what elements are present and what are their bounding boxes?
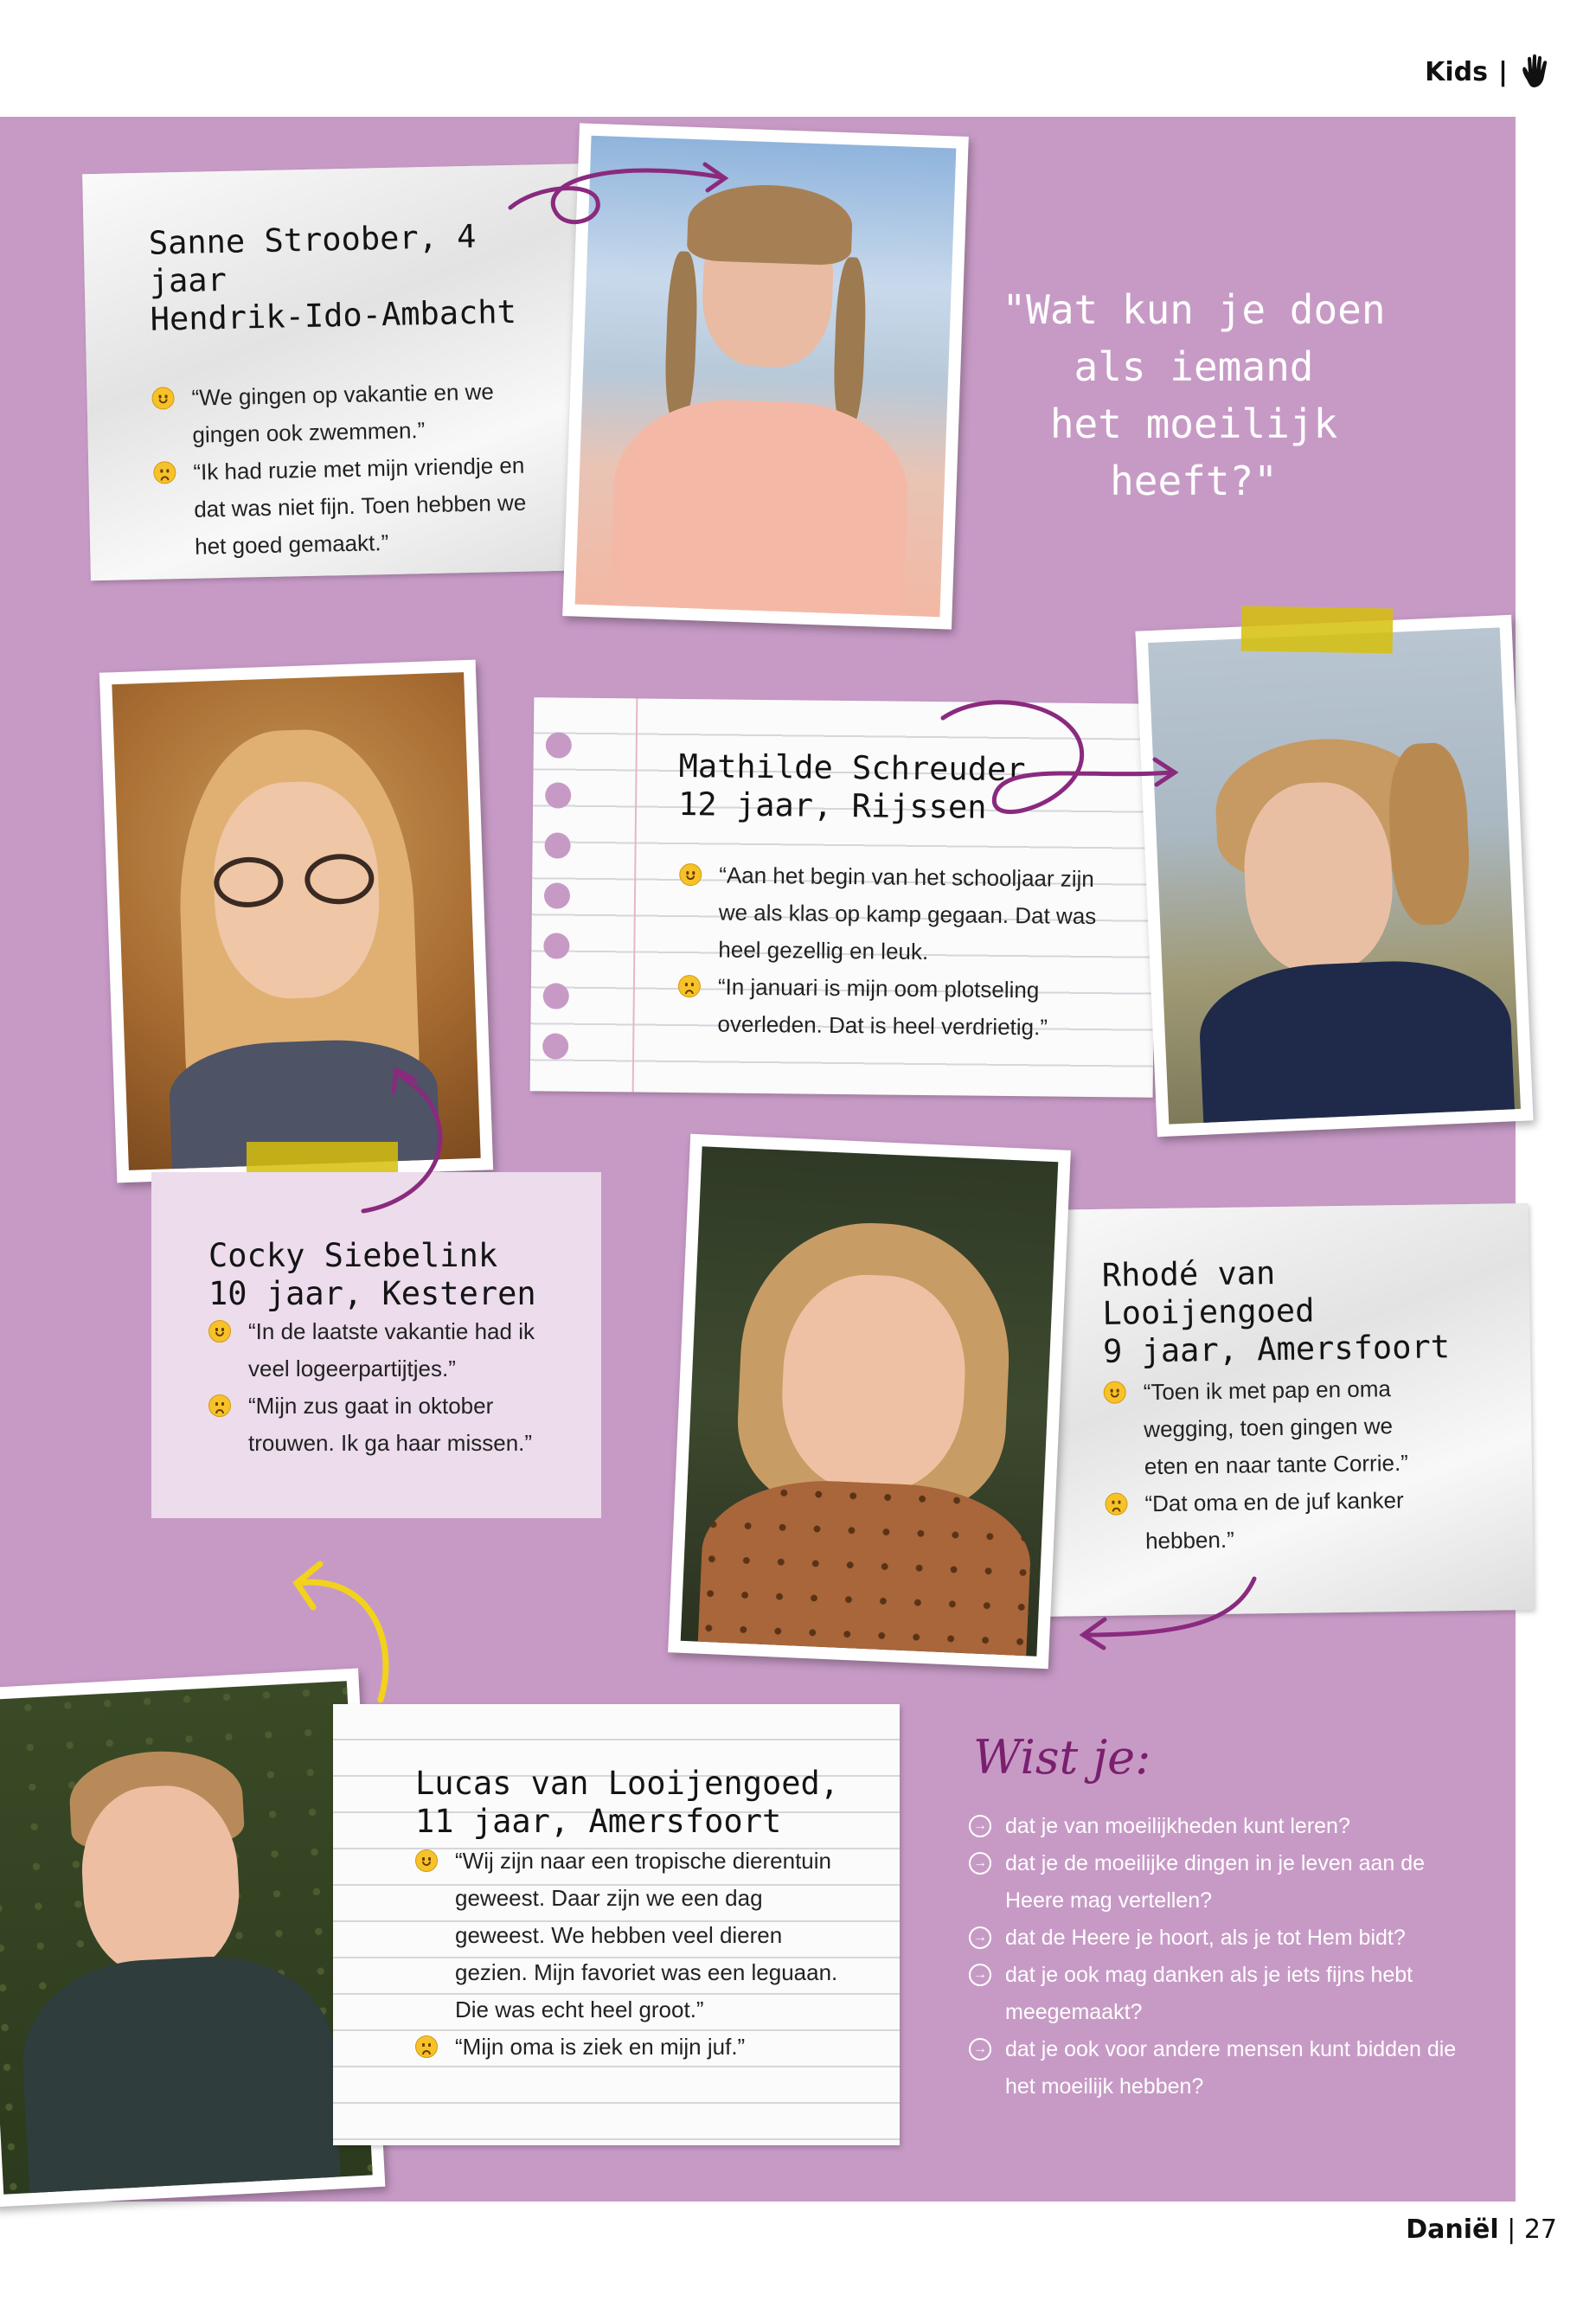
- quote-sad: [415, 2029, 874, 2066]
- fact-item: → dat je ook voor andere mensen kunt bidden die het moeilijk hebben?: [969, 2031, 1488, 2106]
- quote-text: “Dat oma en de juf kanker hebben.”: [1144, 1487, 1404, 1554]
- wist-je-title: Wist je:: [973, 1730, 1151, 1785]
- wist-je-list: [969, 1808, 1488, 2106]
- arrow-circle-icon: →: [969, 1852, 991, 1875]
- kid-card-mathilde: [530, 697, 1157, 1098]
- kid-card-lucas: [333, 1704, 900, 2145]
- quote-happy: [151, 372, 573, 455]
- quote-happy: [415, 1843, 874, 2029]
- quote-text: “Mijn oma is ziek en mijn juf.”: [455, 2034, 746, 2060]
- sad-face-icon: [153, 461, 176, 484]
- footer-separator: |: [1507, 2214, 1516, 2245]
- arrow-circle-icon: →: [969, 2038, 991, 2061]
- page-header: [1425, 54, 1553, 90]
- quote-sad: [208, 1388, 575, 1462]
- kid-name: Sanne Stroober, 4 jaar Hendrik-Ido-Ambacht: [148, 217, 517, 338]
- quote-happy: [678, 856, 1120, 972]
- tape-strip: [1241, 606, 1394, 653]
- section-label: Kids: [1425, 56, 1489, 87]
- happy-face-icon: [151, 387, 175, 410]
- fact-item: → dat de Heere je hoort, als je tot Hem bidt?: [969, 1920, 1488, 1957]
- quote-sad: [1105, 1480, 1507, 1560]
- fact-item: → dat je van moeilijkheden kunt leren?: [969, 1808, 1488, 1845]
- happy-face-icon: [1104, 1381, 1126, 1403]
- fact-item: → dat je de moeilijke dingen in je leven aan de Heere mag vertellen?: [969, 1845, 1488, 1920]
- quote-text: “Aan het begin van het schooljaar zijn we als klas op kamp gegaan. Dat was heel gezellig en leuk.: [718, 862, 1097, 965]
- kid-card-rhode: [1027, 1203, 1535, 1617]
- magazine-name: Daniël: [1406, 2214, 1499, 2245]
- photo-sanne: [562, 123, 969, 629]
- sad-face-icon: [678, 975, 701, 997]
- kid-name: Cocky Siebelink 10 jaar, Kesteren: [208, 1237, 536, 1312]
- quote-happy: [208, 1313, 575, 1388]
- happy-face-icon: [415, 1849, 438, 1872]
- quote-sad: [677, 968, 1119, 1047]
- arrow-circle-icon: →: [969, 1815, 991, 1837]
- sad-face-icon: [1105, 1492, 1127, 1515]
- sad-face-icon: [415, 2035, 438, 2058]
- quote-text: “Ik had ruzie met mijn vriendje en dat was niet fijn. Toen hebben we het goed gemaakt.”: [193, 452, 527, 560]
- photo-cocky: [99, 660, 493, 1183]
- quote-sad: [153, 446, 575, 567]
- hand-icon: [1518, 54, 1553, 90]
- happy-face-icon: [208, 1320, 231, 1343]
- quote-happy: [1103, 1368, 1506, 1485]
- quote-text: “Wij zijn naar een tropische dierentuin geweest. Daar zijn we een dag geweest. We hebben veel dieren gezien. Mijn favoriet was een leguaan. Die was echt heel groot.”: [455, 1848, 838, 2022]
- page-number: 27: [1523, 2214, 1557, 2245]
- arrow-circle-icon: →: [969, 1926, 991, 1949]
- quote-text: “Toen ik met pap en oma wegging, toen gingen we eten en naar tante Corrie.”: [1143, 1375, 1409, 1480]
- photo-lucas: [0, 1669, 385, 2208]
- page-footer: [1406, 2214, 1557, 2245]
- arrow-circle-icon: →: [969, 1964, 991, 1986]
- quote-text: “In de laatste vakantie had ik veel logeerpartijtjes.”: [248, 1318, 535, 1381]
- photo-rhode: [668, 1134, 1071, 1670]
- quote-text: “We gingen op vakantie en we gingen ook zwemmen.”: [191, 378, 495, 448]
- kid-name: Rhodé van Looijengoed 9 jaar, Amersfoort: [1101, 1254, 1451, 1370]
- quote-text: “In januari is mijn oom plotseling overleden. Dat is heel verdrietig.”: [717, 973, 1048, 1041]
- fact-item: → dat je ook mag danken als je iets fijns hebt meegemaakt?: [969, 1957, 1488, 2031]
- photo-mathilde: [1135, 615, 1533, 1137]
- sad-face-icon: [208, 1394, 231, 1417]
- kid-card-sanne: [82, 163, 610, 580]
- kid-name: Mathilde Schreuder 12 jaar, Rijssen: [677, 747, 1026, 826]
- main-question: "Wat kun je doen als iemand het moeilijk heeft?": [1002, 286, 1386, 504]
- kid-card-cocky: [151, 1172, 601, 1518]
- kid-name: Lucas van Looijengoed, 11 jaar, Amersfoort: [415, 1765, 840, 1840]
- quote-text: “Mijn zus gaat in oktober trouwen. Ik ga haar missen.”: [248, 1393, 533, 1456]
- happy-face-icon: [679, 863, 702, 886]
- header-separator: |: [1498, 56, 1508, 87]
